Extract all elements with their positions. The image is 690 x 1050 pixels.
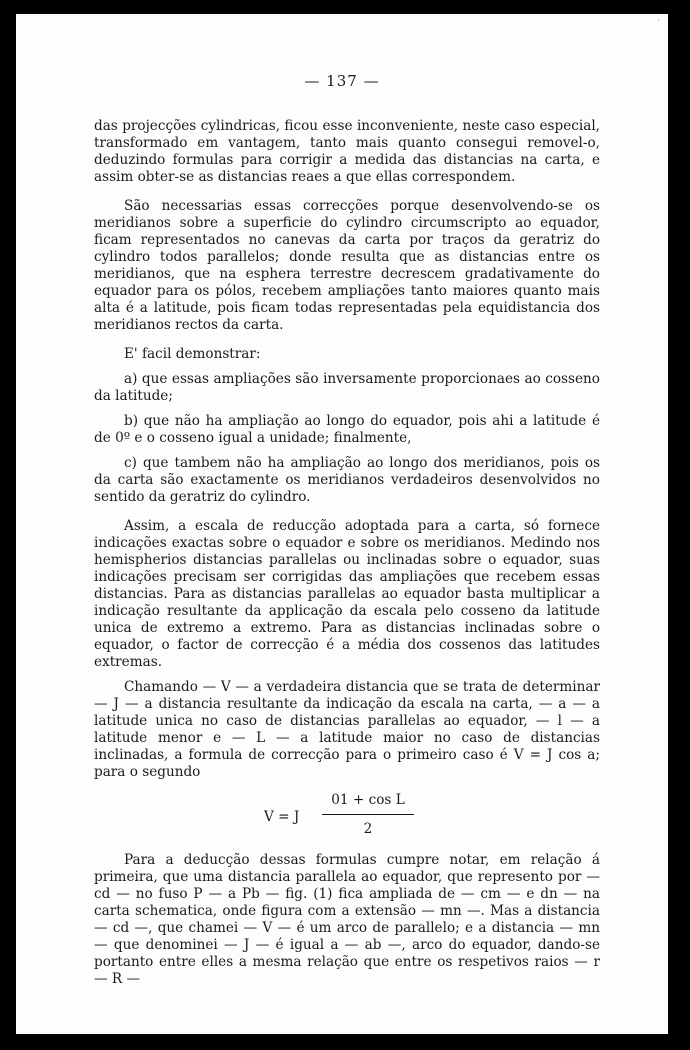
paragraph-2: São necessarias essas correcções porque desenvolvendo-se os meridianos sobre a superficie do cylindro circumscripto ao equador, ficam representados no canevas da carta por traços da geratriz do cylindro todos parallelos; donde resulta que as distancias entre os meridianos, que na esphera terrestre decrescem gradativamente do equador para os pólos, recebem ampliações tanto maiores quanto mais alta é a latitude, pois ficam todas representadas pela equidistancia dos meridianos rectos da carta. — [94, 198, 600, 333]
fraction-bar — [322, 814, 414, 815]
document-page — [16, 14, 668, 1034]
paragraph-item-b: b) que não ha ampliação ao longo do equador, pois ahi a latitude é de 0º e o cosseno igual a unidade; finalmente, — [94, 413, 600, 446]
paragraph-item-c: c) que tambem não ha ampliação ao longo dos meridianos, pois os da carta são exactamente os meridianos verdadeiros desenvolvidos no sentido da geratriz do cylindro. — [94, 455, 600, 505]
paragraph-6: Para a deducção dessas formulas cumpre notar, em relação á primeira, que uma distancia parallela ao equador, que represento por — cd — no fuso P — a Pb — fig. (1) fica ampliada de — cm — e dn — na carta schematica, onde figura com a extensão — mn —. Mas a distancia — cd —, que chamei — V — é um arco de parallelo; e a distancia — mn — que denominei — J — é igual a — ab —, arco do equador, dando-se portanto entre elles a mesma relação que entre os respetivos raios — r — R — — [94, 852, 600, 987]
formula-numerator: 01 + cos L — [331, 792, 405, 808]
paragraph-item-a: a) que essas ampliações são inversamente proporcionaes ao cosseno da latitude; — [94, 371, 600, 404]
paragraph-5: Chamando — V — a verdadeira distancia que se trata de determinar — J — a distancia resultante da indicação da escala na carta, — a — a latitude unica no caso de distancias parallelas ao equador, — l — a latitude menor e — L — a latitude maior no caso de distancias inclinadas, a formula de correcção para o primeiro caso é V = J cos a; para o segundo — [94, 679, 600, 780]
paragraph-1: das projecções cylindricas, ficou esse inconveniente, neste caso especial, transformado em vantagem, tanto mais quanto consegui removel-o, deduzindo formulas para corrigir a medida das distancias na carta, e assim obter-se as distancias reaes a que ellas correspondem. — [94, 118, 600, 185]
formula-lhs: V = J — [264, 809, 300, 825]
formula-denominator: 2 — [363, 821, 373, 837]
text-block-bottom — [94, 852, 600, 988]
corner-mark-icon: · — [657, 16, 660, 26]
text-block-top — [94, 118, 600, 781]
paragraph-3: E' facil demonstrar: — [124, 346, 261, 362]
page-number: — 137 — — [304, 72, 380, 90]
paragraph-4: Assim, a escala de reducção adoptada para a carta, só fornece indicações exactas sobre o equador e sobre os meridianos. Medindo nos hemispherios distancias parallelas ou inclinadas sobre o equador, suas indicações precisam ser corrigidas das ampliações que recebem essas distancias. Para as distancias parallelas ao equador basta multiplicar a indicação resultante da applicação da escala pelo cosseno da latitude unica de extremo a extremo. Para as distancias inclinadas sobre o equador, o factor de correcção é a média dos cossenos das latitudes extremas. — [94, 518, 600, 670]
correction-formula — [16, 792, 668, 852]
